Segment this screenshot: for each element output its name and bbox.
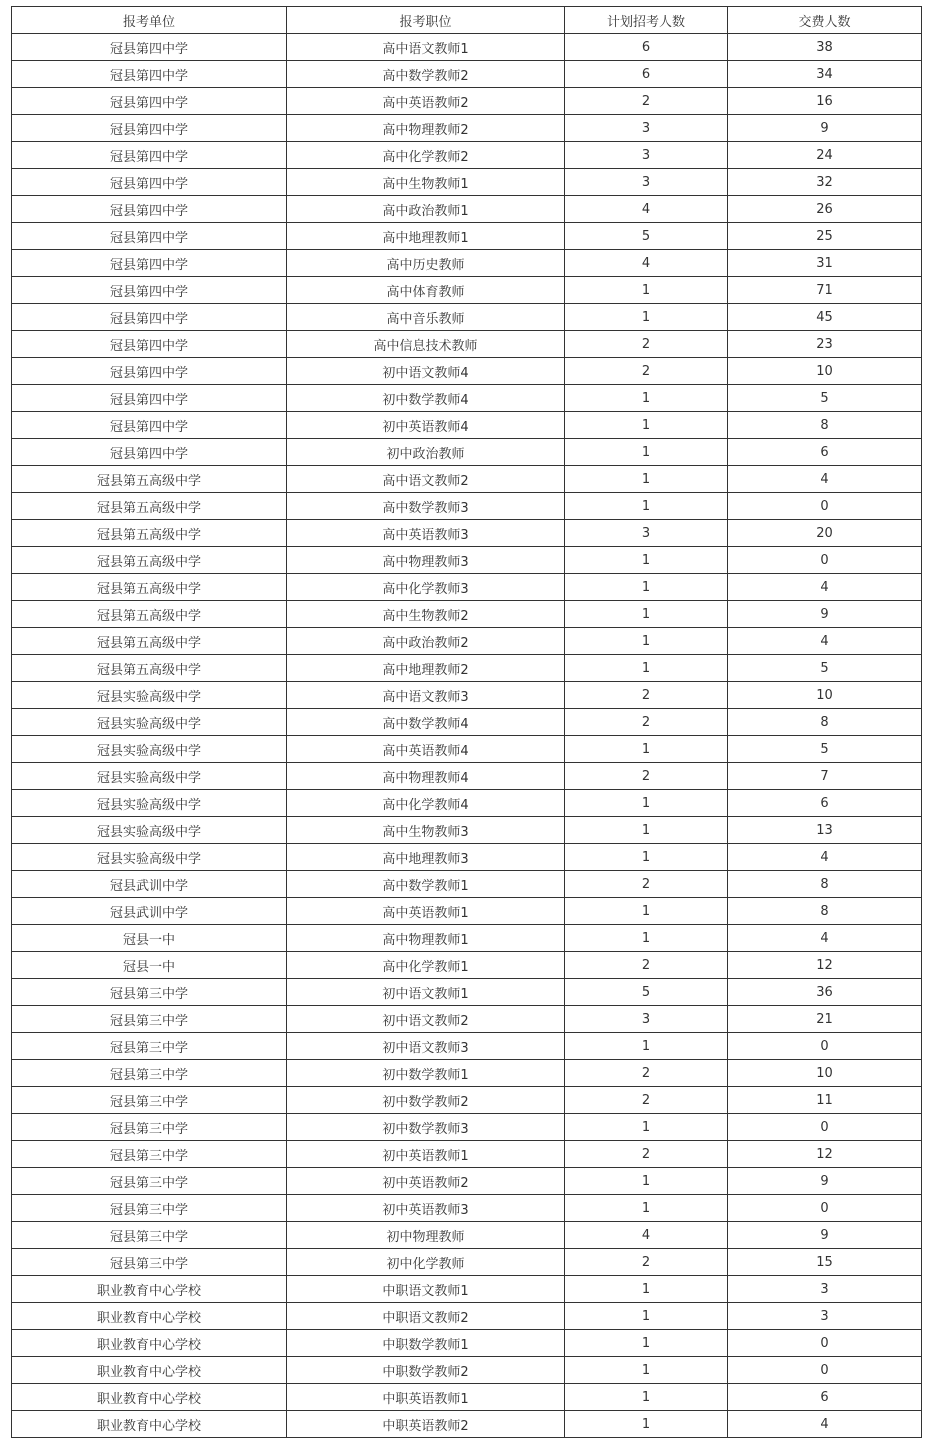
table-row xyxy=(12,1006,922,1033)
cell-position: 高中信息技术教师 xyxy=(287,331,565,358)
cell-paid-count: 0 xyxy=(728,1357,922,1384)
cell-paid-count: 13 xyxy=(728,817,922,844)
table-row xyxy=(12,952,922,979)
cell-paid-count: 8 xyxy=(728,871,922,898)
registration-table xyxy=(11,6,922,1438)
cell-position: 初中语文教师1 xyxy=(287,979,565,1006)
table-row xyxy=(12,304,922,331)
cell-planned-count: 1 xyxy=(565,736,728,763)
table-row xyxy=(12,1249,922,1276)
cell-planned-count: 3 xyxy=(565,115,728,142)
cell-position: 高中生物教师2 xyxy=(287,601,565,628)
cell-unit: 冠县第五高级中学 xyxy=(12,466,287,493)
cell-position: 高中物理教师1 xyxy=(287,925,565,952)
cell-paid-count: 3 xyxy=(728,1303,922,1330)
cell-planned-count: 2 xyxy=(565,682,728,709)
cell-unit: 冠县武训中学 xyxy=(12,871,287,898)
cell-position: 高中化学教师4 xyxy=(287,790,565,817)
cell-paid-count: 3 xyxy=(728,1276,922,1303)
cell-planned-count: 5 xyxy=(565,223,728,250)
table-row xyxy=(12,628,922,655)
cell-paid-count: 24 xyxy=(728,142,922,169)
cell-planned-count: 1 xyxy=(565,412,728,439)
table-row xyxy=(12,1384,922,1411)
cell-paid-count: 25 xyxy=(728,223,922,250)
table-row xyxy=(12,34,922,61)
cell-paid-count: 71 xyxy=(728,277,922,304)
cell-unit: 冠县第四中学 xyxy=(12,331,287,358)
cell-paid-count: 12 xyxy=(728,952,922,979)
cell-position: 高中地理教师1 xyxy=(287,223,565,250)
table-row xyxy=(12,925,922,952)
cell-position: 初中语文教师4 xyxy=(287,358,565,385)
cell-position: 高中数学教师2 xyxy=(287,61,565,88)
cell-unit: 冠县第三中学 xyxy=(12,1060,287,1087)
cell-unit: 冠县第五高级中学 xyxy=(12,547,287,574)
table-row xyxy=(12,817,922,844)
table-row xyxy=(12,736,922,763)
table-row xyxy=(12,439,922,466)
header-row xyxy=(12,7,922,34)
table-row xyxy=(12,1357,922,1384)
cell-paid-count: 38 xyxy=(728,34,922,61)
cell-position: 高中化学教师1 xyxy=(287,952,565,979)
cell-planned-count: 1 xyxy=(565,1357,728,1384)
cell-unit: 职业教育中心学校 xyxy=(12,1384,287,1411)
cell-position: 初中英语教师2 xyxy=(287,1168,565,1195)
cell-unit: 冠县第四中学 xyxy=(12,169,287,196)
cell-paid-count: 8 xyxy=(728,412,922,439)
table-row xyxy=(12,1033,922,1060)
cell-position: 初中语文教师2 xyxy=(287,1006,565,1033)
header-planned-count: 计划招考人数 xyxy=(565,7,728,34)
cell-paid-count: 0 xyxy=(728,1114,922,1141)
table-row xyxy=(12,1141,922,1168)
table-row xyxy=(12,1087,922,1114)
cell-paid-count: 10 xyxy=(728,358,922,385)
cell-planned-count: 1 xyxy=(565,1195,728,1222)
table-row xyxy=(12,1222,922,1249)
cell-paid-count: 4 xyxy=(728,574,922,601)
cell-unit: 冠县第四中学 xyxy=(12,412,287,439)
cell-unit: 冠县第四中学 xyxy=(12,439,287,466)
cell-planned-count: 5 xyxy=(565,979,728,1006)
cell-position: 高中物理教师3 xyxy=(287,547,565,574)
cell-paid-count: 8 xyxy=(728,709,922,736)
cell-planned-count: 2 xyxy=(565,763,728,790)
table-row xyxy=(12,844,922,871)
cell-position: 高中地理教师2 xyxy=(287,655,565,682)
table-row xyxy=(12,898,922,925)
cell-unit: 冠县实验高级中学 xyxy=(12,790,287,817)
cell-planned-count: 1 xyxy=(565,1033,728,1060)
cell-planned-count: 1 xyxy=(565,466,728,493)
cell-position: 高中音乐教师 xyxy=(287,304,565,331)
cell-unit: 职业教育中心学校 xyxy=(12,1357,287,1384)
table-body xyxy=(12,34,922,1438)
table-row xyxy=(12,61,922,88)
cell-paid-count: 4 xyxy=(728,925,922,952)
cell-planned-count: 1 xyxy=(565,439,728,466)
cell-unit: 冠县实验高级中学 xyxy=(12,817,287,844)
cell-paid-count: 15 xyxy=(728,1249,922,1276)
cell-unit: 冠县第五高级中学 xyxy=(12,601,287,628)
table-row xyxy=(12,682,922,709)
cell-planned-count: 1 xyxy=(565,1384,728,1411)
cell-unit: 冠县第四中学 xyxy=(12,88,287,115)
cell-position: 高中英语教师1 xyxy=(287,898,565,925)
table-row xyxy=(12,223,922,250)
cell-paid-count: 23 xyxy=(728,331,922,358)
cell-planned-count: 3 xyxy=(565,520,728,547)
table-row xyxy=(12,358,922,385)
cell-paid-count: 9 xyxy=(728,601,922,628)
cell-position: 高中物理教师2 xyxy=(287,115,565,142)
table-row xyxy=(12,601,922,628)
cell-position: 高中英语教师3 xyxy=(287,520,565,547)
cell-unit: 职业教育中心学校 xyxy=(12,1276,287,1303)
table-row xyxy=(12,115,922,142)
cell-planned-count: 4 xyxy=(565,250,728,277)
cell-position: 高中语文教师2 xyxy=(287,466,565,493)
cell-unit: 冠县第五高级中学 xyxy=(12,628,287,655)
cell-planned-count: 2 xyxy=(565,331,728,358)
cell-unit: 冠县第三中学 xyxy=(12,979,287,1006)
cell-planned-count: 1 xyxy=(565,304,728,331)
table-row xyxy=(12,385,922,412)
cell-unit: 冠县第四中学 xyxy=(12,304,287,331)
cell-paid-count: 21 xyxy=(728,1006,922,1033)
cell-position: 初中物理教师 xyxy=(287,1222,565,1249)
cell-planned-count: 1 xyxy=(565,277,728,304)
cell-unit: 冠县第四中学 xyxy=(12,115,287,142)
cell-unit: 职业教育中心学校 xyxy=(12,1330,287,1357)
cell-paid-count: 10 xyxy=(728,1060,922,1087)
cell-paid-count: 0 xyxy=(728,493,922,520)
cell-paid-count: 5 xyxy=(728,385,922,412)
cell-position: 中职语文教师2 xyxy=(287,1303,565,1330)
cell-position: 初中政治教师 xyxy=(287,439,565,466)
cell-position: 高中生物教师3 xyxy=(287,817,565,844)
cell-paid-count: 32 xyxy=(728,169,922,196)
cell-paid-count: 5 xyxy=(728,655,922,682)
table-row xyxy=(12,790,922,817)
cell-planned-count: 1 xyxy=(565,493,728,520)
cell-position: 高中化学教师3 xyxy=(287,574,565,601)
cell-planned-count: 6 xyxy=(565,61,728,88)
table-row xyxy=(12,1060,922,1087)
cell-paid-count: 5 xyxy=(728,736,922,763)
cell-unit: 冠县实验高级中学 xyxy=(12,709,287,736)
cell-paid-count: 20 xyxy=(728,520,922,547)
cell-unit: 冠县第三中学 xyxy=(12,1087,287,1114)
table-row xyxy=(12,169,922,196)
cell-unit: 冠县第三中学 xyxy=(12,1141,287,1168)
cell-unit: 冠县实验高级中学 xyxy=(12,763,287,790)
cell-position: 高中语文教师3 xyxy=(287,682,565,709)
cell-planned-count: 2 xyxy=(565,952,728,979)
cell-paid-count: 9 xyxy=(728,1168,922,1195)
cell-unit: 冠县第四中学 xyxy=(12,250,287,277)
cell-position: 初中英语教师4 xyxy=(287,412,565,439)
cell-planned-count: 4 xyxy=(565,196,728,223)
header-paid-count: 交费人数 xyxy=(728,7,922,34)
cell-planned-count: 2 xyxy=(565,88,728,115)
cell-unit: 冠县第五高级中学 xyxy=(12,655,287,682)
table-row xyxy=(12,871,922,898)
cell-paid-count: 9 xyxy=(728,115,922,142)
cell-paid-count: 10 xyxy=(728,682,922,709)
cell-planned-count: 2 xyxy=(565,358,728,385)
cell-position: 中职英语教师1 xyxy=(287,1384,565,1411)
table-row xyxy=(12,331,922,358)
cell-paid-count: 7 xyxy=(728,763,922,790)
cell-planned-count: 1 xyxy=(565,1276,728,1303)
cell-paid-count: 8 xyxy=(728,898,922,925)
cell-planned-count: 1 xyxy=(565,1330,728,1357)
cell-unit: 冠县第三中学 xyxy=(12,1006,287,1033)
cell-planned-count: 2 xyxy=(565,709,728,736)
cell-paid-count: 36 xyxy=(728,979,922,1006)
cell-position: 高中生物教师1 xyxy=(287,169,565,196)
cell-planned-count: 1 xyxy=(565,574,728,601)
cell-position: 初中数学教师3 xyxy=(287,1114,565,1141)
cell-planned-count: 6 xyxy=(565,34,728,61)
cell-paid-count: 6 xyxy=(728,439,922,466)
cell-unit: 职业教育中心学校 xyxy=(12,1411,287,1438)
cell-unit: 职业教育中心学校 xyxy=(12,1303,287,1330)
table-row xyxy=(12,412,922,439)
cell-planned-count: 1 xyxy=(565,1114,728,1141)
cell-planned-count: 3 xyxy=(565,142,728,169)
table-row xyxy=(12,1411,922,1438)
cell-position: 高中语文教师1 xyxy=(287,34,565,61)
cell-unit: 冠县第五高级中学 xyxy=(12,574,287,601)
cell-position: 初中数学教师2 xyxy=(287,1087,565,1114)
table-row xyxy=(12,763,922,790)
table-row xyxy=(12,142,922,169)
table-row xyxy=(12,1303,922,1330)
cell-paid-count: 0 xyxy=(728,1195,922,1222)
table-row xyxy=(12,466,922,493)
cell-unit: 冠县第三中学 xyxy=(12,1114,287,1141)
cell-position: 高中英语教师2 xyxy=(287,88,565,115)
cell-position: 高中数学教师1 xyxy=(287,871,565,898)
cell-unit: 冠县第三中学 xyxy=(12,1168,287,1195)
cell-position: 高中历史教师 xyxy=(287,250,565,277)
cell-planned-count: 2 xyxy=(565,1060,728,1087)
cell-planned-count: 1 xyxy=(565,628,728,655)
cell-planned-count: 1 xyxy=(565,898,728,925)
cell-paid-count: 45 xyxy=(728,304,922,331)
cell-unit: 冠县实验高级中学 xyxy=(12,682,287,709)
cell-planned-count: 2 xyxy=(565,1141,728,1168)
cell-planned-count: 1 xyxy=(565,601,728,628)
cell-position: 高中化学教师2 xyxy=(287,142,565,169)
cell-position: 高中地理教师3 xyxy=(287,844,565,871)
cell-paid-count: 9 xyxy=(728,1222,922,1249)
cell-planned-count: 1 xyxy=(565,790,728,817)
cell-unit: 冠县第四中学 xyxy=(12,277,287,304)
cell-position: 初中数学教师4 xyxy=(287,385,565,412)
header-position: 报考职位 xyxy=(287,7,565,34)
cell-planned-count: 1 xyxy=(565,655,728,682)
table-row xyxy=(12,547,922,574)
cell-unit: 冠县第四中学 xyxy=(12,385,287,412)
cell-paid-count: 6 xyxy=(728,790,922,817)
table-row xyxy=(12,655,922,682)
table-row xyxy=(12,88,922,115)
cell-planned-count: 3 xyxy=(565,1006,728,1033)
cell-unit: 冠县第四中学 xyxy=(12,34,287,61)
header-unit: 报考单位 xyxy=(12,7,287,34)
cell-paid-count: 16 xyxy=(728,88,922,115)
cell-unit: 冠县第三中学 xyxy=(12,1222,287,1249)
cell-paid-count: 4 xyxy=(728,844,922,871)
cell-paid-count: 11 xyxy=(728,1087,922,1114)
cell-position: 高中英语教师4 xyxy=(287,736,565,763)
cell-planned-count: 3 xyxy=(565,169,728,196)
cell-planned-count: 2 xyxy=(565,1087,728,1114)
cell-unit: 冠县一中 xyxy=(12,952,287,979)
cell-position: 初中数学教师1 xyxy=(287,1060,565,1087)
cell-planned-count: 4 xyxy=(565,1222,728,1249)
cell-position: 高中政治教师1 xyxy=(287,196,565,223)
cell-position: 高中政治教师2 xyxy=(287,628,565,655)
cell-paid-count: 0 xyxy=(728,1330,922,1357)
cell-unit: 冠县第四中学 xyxy=(12,142,287,169)
cell-position: 高中体育教师 xyxy=(287,277,565,304)
cell-position: 中职数学教师1 xyxy=(287,1330,565,1357)
cell-position: 高中数学教师4 xyxy=(287,709,565,736)
table-row xyxy=(12,1114,922,1141)
cell-unit: 冠县第四中学 xyxy=(12,358,287,385)
table-row xyxy=(12,979,922,1006)
cell-unit: 冠县第四中学 xyxy=(12,61,287,88)
cell-planned-count: 1 xyxy=(565,1168,728,1195)
cell-planned-count: 1 xyxy=(565,547,728,574)
cell-position: 中职英语教师2 xyxy=(287,1411,565,1438)
cell-position: 中职数学教师2 xyxy=(287,1357,565,1384)
cell-unit: 冠县第四中学 xyxy=(12,223,287,250)
table-row xyxy=(12,520,922,547)
cell-planned-count: 1 xyxy=(565,817,728,844)
cell-planned-count: 1 xyxy=(565,1303,728,1330)
cell-position: 初中英语教师3 xyxy=(287,1195,565,1222)
cell-paid-count: 4 xyxy=(728,1411,922,1438)
table-row xyxy=(12,1276,922,1303)
cell-unit: 冠县实验高级中学 xyxy=(12,844,287,871)
table-row xyxy=(12,709,922,736)
cell-unit: 冠县第五高级中学 xyxy=(12,493,287,520)
cell-position: 初中化学教师 xyxy=(287,1249,565,1276)
table-row xyxy=(12,574,922,601)
table-row xyxy=(12,1195,922,1222)
cell-paid-count: 12 xyxy=(728,1141,922,1168)
table-row xyxy=(12,1330,922,1357)
cell-paid-count: 26 xyxy=(728,196,922,223)
cell-position: 初中英语教师1 xyxy=(287,1141,565,1168)
table-row xyxy=(12,196,922,223)
cell-planned-count: 2 xyxy=(565,871,728,898)
cell-planned-count: 1 xyxy=(565,385,728,412)
table-row xyxy=(12,1168,922,1195)
table-row xyxy=(12,250,922,277)
cell-paid-count: 4 xyxy=(728,466,922,493)
table-row xyxy=(12,277,922,304)
cell-unit: 冠县第三中学 xyxy=(12,1033,287,1060)
cell-position: 高中物理教师4 xyxy=(287,763,565,790)
cell-position: 高中数学教师3 xyxy=(287,493,565,520)
cell-unit: 冠县第三中学 xyxy=(12,1195,287,1222)
cell-planned-count: 2 xyxy=(565,1249,728,1276)
cell-planned-count: 1 xyxy=(565,844,728,871)
cell-paid-count: 6 xyxy=(728,1384,922,1411)
cell-planned-count: 1 xyxy=(565,925,728,952)
cell-unit: 冠县实验高级中学 xyxy=(12,736,287,763)
cell-planned-count: 1 xyxy=(565,1411,728,1438)
cell-unit: 冠县第四中学 xyxy=(12,196,287,223)
cell-paid-count: 34 xyxy=(728,61,922,88)
cell-position: 中职语文教师1 xyxy=(287,1276,565,1303)
cell-unit: 冠县一中 xyxy=(12,925,287,952)
cell-unit: 冠县武训中学 xyxy=(12,898,287,925)
cell-paid-count: 31 xyxy=(728,250,922,277)
cell-position: 初中语文教师3 xyxy=(287,1033,565,1060)
table-row xyxy=(12,493,922,520)
cell-paid-count: 0 xyxy=(728,547,922,574)
cell-unit: 冠县第三中学 xyxy=(12,1249,287,1276)
cell-paid-count: 4 xyxy=(728,628,922,655)
cell-unit: 冠县第五高级中学 xyxy=(12,520,287,547)
cell-paid-count: 0 xyxy=(728,1033,922,1060)
